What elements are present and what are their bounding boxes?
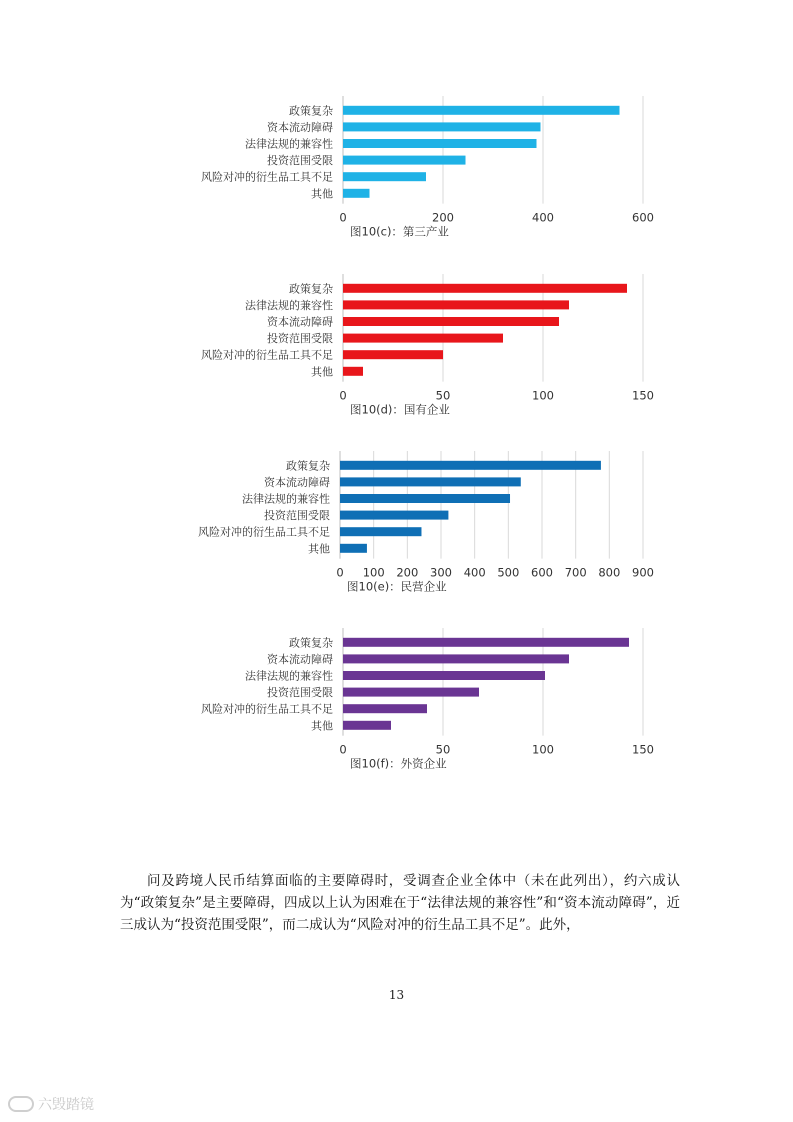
tick-label: 100	[532, 742, 554, 757]
tick-label: 0	[336, 565, 344, 580]
category-label: 法律法规的兼容性	[245, 137, 333, 151]
category-label: 政策复杂	[286, 459, 330, 473]
tick-label: 600	[531, 565, 553, 580]
category-label: 资本流动障碍	[267, 315, 333, 329]
tick-label: 900	[632, 565, 654, 580]
bar	[343, 350, 443, 359]
bar	[340, 544, 367, 553]
category-label: 风险对冲的衍生品工具不足	[198, 525, 330, 539]
category-label: 资本流动障碍	[267, 652, 333, 666]
chart-svg	[0, 96, 793, 246]
tick-label: 150	[632, 742, 654, 757]
tick-label: 0	[339, 210, 347, 225]
tick-label: 0	[339, 388, 347, 403]
chart-caption: 图10(d)：国有企业	[350, 402, 450, 417]
tick-label: 100	[532, 388, 554, 403]
category-label: 风险对冲的衍生品工具不足	[201, 170, 333, 184]
bar	[343, 671, 545, 680]
category-label: 其他	[308, 542, 330, 556]
bar	[343, 284, 627, 293]
category-label: 政策复杂	[289, 104, 333, 118]
bar	[343, 721, 391, 730]
bar	[343, 317, 559, 326]
chart-foreign	[0, 628, 793, 778]
category-label: 风险对冲的衍生品工具不足	[201, 348, 333, 362]
bar	[343, 688, 479, 697]
watermark	[8, 1094, 94, 1114]
tick-label: 100	[362, 565, 385, 580]
bar	[340, 527, 421, 536]
chart-caption: 图10(e)：民营企业	[347, 579, 447, 594]
bar	[343, 156, 466, 165]
bar	[340, 511, 448, 520]
tick-label: 400	[532, 210, 554, 225]
chart-third-industry	[0, 96, 793, 246]
bar	[340, 494, 510, 503]
chart-private	[0, 451, 793, 601]
chart-state-owned	[0, 274, 793, 424]
body-paragraph: 问及跨境人民币结算面临的主要障碍时，受调查企业全体中（未在此列出），约六成认为“政策复杂”是主要障碍，四成以上认为困难在于“法律法规的兼容性”和“资本流动障碍”，近三成认为“投资范围受限”，而二成认为“风险对冲的衍生品工具不足”。此外，	[120, 872, 680, 933]
category-label: 资本流动障碍	[267, 120, 333, 134]
chart-svg	[0, 628, 793, 778]
chart-caption: 图10(c)：第三产业	[350, 224, 449, 239]
tick-label: 300	[430, 565, 452, 580]
tick-label: 150	[632, 388, 654, 403]
tick-label: 700	[564, 565, 587, 580]
bar	[343, 654, 569, 663]
bar	[343, 106, 620, 115]
category-label: 法律法规的兼容性	[245, 669, 333, 683]
chart-svg	[0, 274, 793, 424]
tick-label: 0	[339, 742, 347, 757]
category-label: 投资范围受限	[267, 332, 333, 346]
category-label: 法律法规的兼容性	[242, 492, 330, 506]
watermark-logo-icon	[8, 1096, 34, 1112]
category-label: 投资范围受限	[267, 686, 333, 700]
page-number: 13	[388, 988, 405, 1002]
bar	[343, 334, 503, 343]
bar	[343, 638, 629, 647]
category-label: 风险对冲的衍生品工具不足	[201, 702, 333, 716]
bar	[343, 189, 370, 198]
bar	[343, 367, 363, 376]
category-label: 投资范围受限	[264, 509, 330, 523]
category-label: 投资范围受限	[267, 154, 333, 168]
tick-label: 500	[497, 565, 520, 580]
category-label: 法律法规的兼容性	[245, 298, 333, 312]
tick-label: 400	[463, 565, 486, 580]
bar	[343, 300, 569, 309]
tick-label: 50	[435, 388, 451, 403]
category-label: 其他	[311, 719, 333, 733]
chart-caption: 图10(f)：外资企业	[350, 756, 447, 771]
watermark-text: 六毁踏镜	[38, 1097, 94, 1113]
bar	[343, 122, 541, 131]
category-label: 政策复杂	[289, 282, 333, 296]
category-label: 资本流动障碍	[264, 475, 330, 489]
tick-label: 800	[598, 565, 621, 580]
chart-svg	[0, 451, 793, 601]
bar	[340, 461, 601, 470]
tick-label: 200	[432, 210, 454, 225]
bar	[343, 172, 426, 181]
category-label: 其他	[311, 187, 333, 201]
category-label: 其他	[311, 365, 333, 379]
bar	[343, 139, 537, 148]
tick-label: 50	[435, 742, 451, 757]
tick-label: 600	[632, 210, 654, 225]
tick-label: 200	[396, 565, 419, 580]
bar	[343, 704, 427, 713]
bar	[340, 477, 521, 486]
category-label: 政策复杂	[289, 636, 333, 650]
